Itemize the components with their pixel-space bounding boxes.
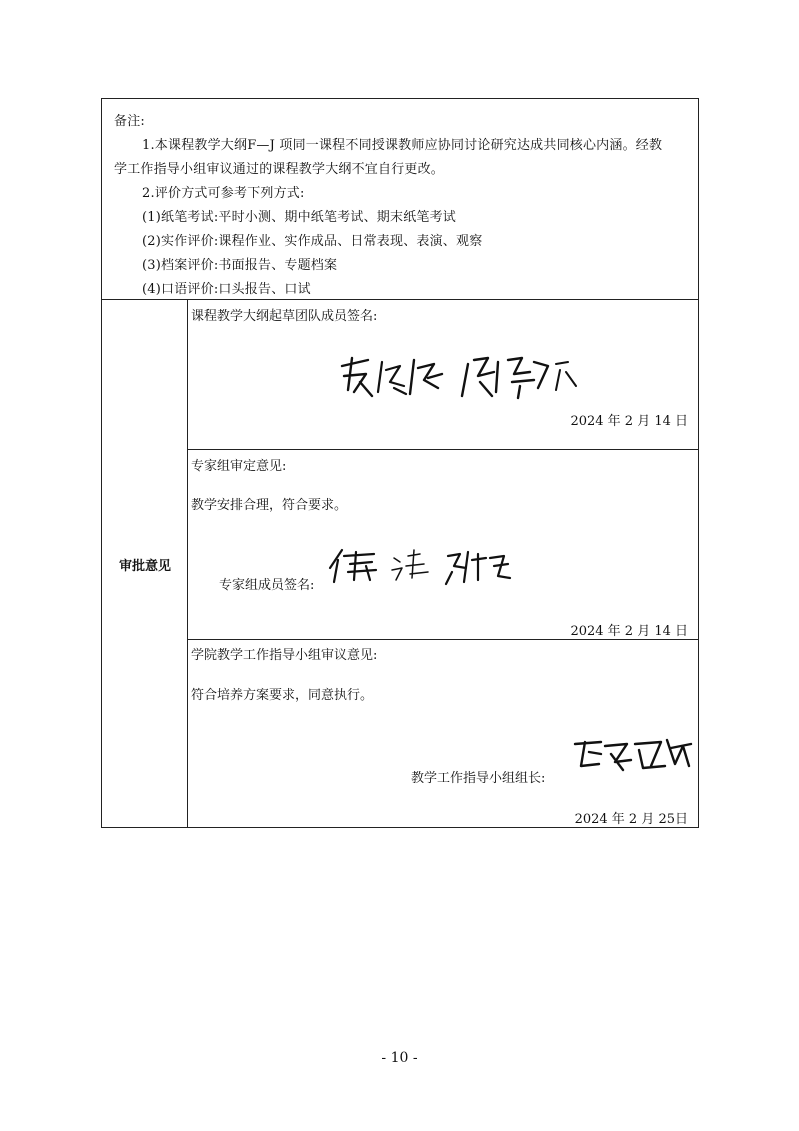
drafting-team-cell xyxy=(188,300,698,450)
college-signature xyxy=(571,736,701,780)
notes-line: (3)档案评价:书面报告、专题档案 xyxy=(142,258,338,273)
notes-line: (1)纸笔考试:平时小测、期中纸笔考试、期末纸笔考试 xyxy=(142,210,456,225)
college-date: 2024 年 2 月 25日 xyxy=(574,812,688,827)
college-opinion: 符合培养方案要求，同意执行。 xyxy=(191,688,374,703)
notes-line: 2.评价方式可参考下列方式: xyxy=(142,186,305,201)
approval-label: 审批意见 xyxy=(118,559,171,574)
notes-line: (4)口语评价:口头报告、口试 xyxy=(142,282,311,297)
expert-signature xyxy=(328,546,558,590)
expert-signer-label: 专家组成员签名: xyxy=(219,578,315,593)
drafting-signature xyxy=(338,352,578,402)
drafting-title: 课程教学大纲起草团队成员签名: xyxy=(191,309,378,324)
notes-line: (2)实作评价:课程作业、实作成品、日常表现、表演、观察 xyxy=(142,234,483,249)
expert-date: 2024 年 2 月 14 日 xyxy=(570,624,688,639)
college-signer-label: 教学工作指导小组组长: xyxy=(411,771,546,786)
notes-line: 学工作指导小组审议通过的课程教学大纲不宜自行更改。 xyxy=(114,162,445,177)
page-number: - 10 - xyxy=(381,1050,418,1066)
notes-heading: 备注: xyxy=(114,114,145,129)
college-group-cell xyxy=(188,640,698,827)
expert-group-cell xyxy=(188,450,698,640)
approval-label-cell xyxy=(102,300,188,827)
approval-table xyxy=(101,299,699,828)
drafting-date: 2024 年 2 月 14 日 xyxy=(570,414,688,429)
college-title: 学院教学工作指导小组审议意见: xyxy=(191,648,378,663)
notes-line: 1.本课程教学大纲F—J 项同一课程不同授课教师应协同讨论研究达成共同核心内涵。经教 xyxy=(142,138,663,153)
expert-opinion: 教学安排合理，符合要求。 xyxy=(191,498,348,513)
notes-section xyxy=(101,98,699,300)
expert-title: 专家组审定意见: xyxy=(191,459,287,474)
